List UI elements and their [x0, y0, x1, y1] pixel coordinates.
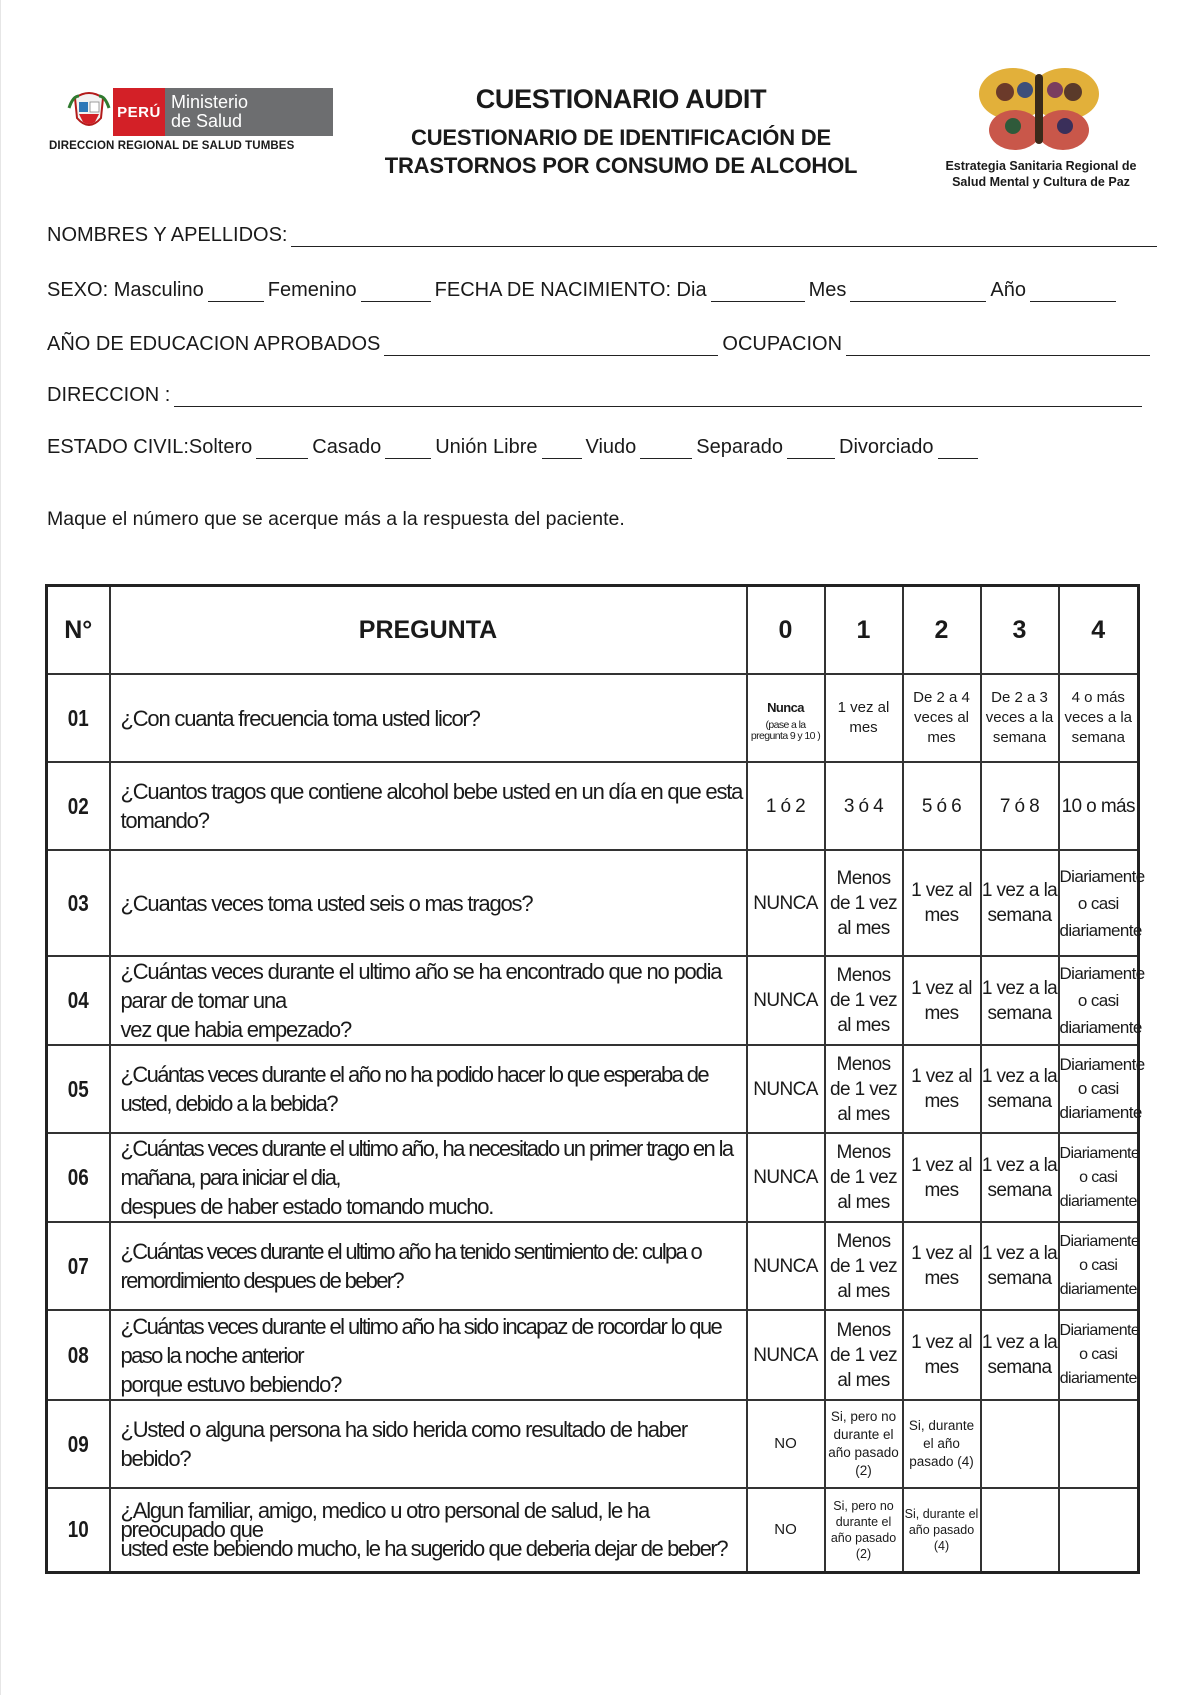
names-label: NOMBRES Y APELLIDOS: — [47, 224, 288, 246]
address-label: DIRECCION : — [47, 384, 171, 406]
question-number: 03 — [67, 889, 89, 916]
answer-option-4[interactable]: Diariamente o casi diariamente — [1059, 850, 1139, 956]
civil-separated-field[interactable] — [787, 438, 835, 459]
question-text — [110, 1045, 747, 1133]
question-text — [110, 850, 747, 956]
strategy-caption — [941, 158, 1141, 190]
table-row — [47, 674, 1139, 762]
question-text — [110, 674, 747, 762]
answer-option-0[interactable]: NUNCA — [747, 850, 825, 956]
civil-separated-label: Separado — [696, 436, 784, 458]
answer-option-3[interactable]: 1 vez a la semana — [981, 1222, 1059, 1310]
header-score-4: 4 — [1059, 586, 1139, 675]
question-text — [110, 956, 747, 1045]
header-score-2: 2 — [903, 586, 981, 675]
header-number: N° — [47, 586, 110, 675]
question-text — [110, 1488, 747, 1572]
table-row — [47, 1400, 1139, 1488]
question-number: 01 — [67, 704, 89, 731]
question-line-2: despues de haber estado tomando mucho. — [120, 1194, 494, 1219]
answer-option-0[interactable]: NUNCA — [747, 1310, 825, 1400]
education-field[interactable] — [384, 335, 718, 356]
civil-widow-field[interactable] — [640, 438, 692, 459]
answer-option-3[interactable]: 1 vez a la semana — [981, 956, 1059, 1045]
answer-option-4[interactable]: Diariamente o casi diariamente — [1059, 1310, 1139, 1400]
civil-union-field[interactable] — [542, 438, 582, 459]
answer-option-2[interactable]: 1 vez al mes — [903, 1310, 981, 1400]
question-text — [110, 762, 747, 850]
education-row — [47, 333, 1154, 356]
question-line-1: ¿Cuántas veces durante el ultimo año, ha necesitado un primer trago en la mañana, para iniciar el dia, — [120, 1136, 733, 1190]
table-header-row — [47, 586, 1139, 675]
answer-option-0[interactable]: 1 ó 2 — [747, 762, 825, 850]
answer-option-0[interactable]: NO — [747, 1400, 825, 1488]
birth-month-field[interactable] — [850, 281, 986, 302]
instruction-text: Maque el número que se acerque más a la respuesta del paciente. — [47, 508, 625, 530]
answer-option-1[interactable]: Menos de 1 vez al mes — [825, 1310, 903, 1400]
answer-option-4[interactable]: Diariamente o casi diariamente — [1059, 956, 1139, 1045]
answer-option-0[interactable]: NUNCA — [747, 1222, 825, 1310]
table-row — [47, 1045, 1139, 1133]
answer-option-3[interactable]: 1 vez a la semana — [981, 850, 1059, 956]
header-score-3: 3 — [981, 586, 1059, 675]
answer-option-1[interactable]: 1 vez al mes — [825, 674, 903, 762]
question-line-1: ¿Cuántas veces durante el año no ha podido hacer lo que esperaba de usted, debido a la bebida? — [120, 1062, 709, 1116]
question-line-1: ¿Cuántas veces durante el ultimo año ha tenido sentimiento de: culpa o remordimiento despues de beber? — [120, 1239, 702, 1293]
sex-birth-row — [47, 279, 1120, 302]
answer-option-2[interactable]: 1 vez al mes — [903, 1222, 981, 1310]
answer-option-3[interactable] — [981, 1488, 1059, 1572]
strategy-line-1: Estrategia Sanitaria Regional de — [945, 159, 1137, 173]
address-row — [47, 384, 1146, 407]
question-text — [110, 1400, 747, 1488]
answer-option-3[interactable]: 1 vez a la semana — [981, 1133, 1059, 1222]
question-text — [110, 1310, 747, 1400]
table-row — [47, 1310, 1139, 1400]
birth-day-field[interactable] — [711, 281, 805, 302]
question-number: 04 — [67, 987, 89, 1013]
strategy-line-2: Salud Mental y Cultura de Paz — [952, 175, 1130, 189]
answer-option-1[interactable]: Si, pero no durante el año pasado (2) — [825, 1400, 903, 1488]
table-row — [47, 956, 1139, 1045]
answer-option-1[interactable]: Si, pero no durante el año pasado (2) — [825, 1488, 903, 1572]
question-line-1: ¿Cuántas veces durante el ultimo año se ha encontrado que no podia parar de tomar una — [120, 959, 722, 1013]
header-question: PREGUNTA — [110, 586, 747, 675]
answer-option-1[interactable]: Menos de 1 vez al mes — [825, 850, 903, 956]
peru-label: PERÚ — [113, 88, 165, 136]
answer-option-1[interactable]: Menos de 1 vez al mes — [825, 1222, 903, 1310]
occupation-label: OCUPACION — [722, 333, 843, 355]
answer-option-2[interactable]: 1 vez al mes — [903, 1133, 981, 1222]
answer-option-1[interactable]: 3 ó 4 — [825, 762, 903, 850]
birth-month-label: Mes — [808, 279, 847, 301]
question-text — [110, 1222, 747, 1310]
question-line-1: ¿Cuantos tragos que contiene alcohol bebe usted en un día en que esta tomando? — [120, 779, 743, 833]
page-subtitle — [331, 124, 911, 180]
birth-year-field[interactable] — [1030, 281, 1116, 302]
sex-female-label: Femenino — [267, 279, 357, 301]
audit-table — [45, 584, 1145, 1574]
answer-option-3[interactable]: 1 vez a la semana — [981, 1045, 1059, 1133]
sex-female-field[interactable] — [361, 281, 431, 302]
subtitle-line-2: TRASTORNOS POR CONSUMO DE ALCOHOL — [384, 153, 858, 178]
names-field[interactable] — [291, 226, 1157, 247]
question-number: 05 — [67, 1075, 89, 1102]
occupation-field[interactable] — [846, 335, 1150, 356]
answer-option-4[interactable]: 4 o más veces a la semana — [1059, 674, 1139, 762]
page-title: CUESTIONARIO AUDIT — [475, 84, 767, 114]
regional-direction: DIRECCION REGIONAL DE SALUD TUMBES — [49, 140, 295, 152]
minsa-logo — [49, 84, 349, 156]
answer-option-1[interactable]: Menos de 1 vez al mes — [825, 956, 903, 1045]
butterfly-icon — [975, 64, 1103, 154]
answer-option-0-note: (pase a la pregunta 9 y 10 ) — [750, 718, 821, 742]
names-row — [47, 224, 1161, 247]
answer-option-0-label: Nunca — [767, 699, 804, 715]
table-row — [47, 1133, 1139, 1222]
answer-option-0[interactable]: NO — [747, 1488, 825, 1572]
answer-option-3[interactable]: 7 ó 8 — [981, 762, 1059, 850]
address-field[interactable] — [174, 386, 1142, 407]
ministry-line-1: Ministerio — [171, 92, 249, 112]
question-line-2: usted este bebiendo mucho, le ha sugerido que deberia dejar de beber? — [120, 1536, 728, 1562]
education-label: AÑO DE EDUCACION APROBADOS — [47, 333, 381, 355]
civil-divorced-label: Divorciado — [839, 436, 934, 458]
answer-option-4[interactable]: Diariamente o casi diariamente — [1059, 1045, 1139, 1133]
answer-option-0[interactable]: NUNCA — [747, 1045, 825, 1133]
question-number: 02 — [67, 792, 89, 819]
answer-option-2[interactable]: 1 vez al mes — [903, 850, 981, 956]
answer-option-0[interactable]: NUNCA — [747, 1133, 825, 1222]
table-row — [47, 1488, 1139, 1572]
question-number: 10 — [67, 1516, 89, 1543]
question-line-1: ¿Usted o alguna persona ha sido herida como resultado de haber bebido? — [120, 1417, 687, 1471]
civil-single-field[interactable] — [256, 438, 308, 459]
subtitle-line-1: CUESTIONARIO DE IDENTIFICACIÓN DE — [411, 125, 831, 150]
header-score-1: 1 — [825, 586, 903, 675]
question-text — [110, 1133, 747, 1222]
answer-option-4[interactable] — [1059, 1488, 1139, 1572]
civil-union-label: Unión Libre — [435, 436, 538, 458]
question-line-1: ¿Con cuanta frecuencia toma usted licor? — [120, 705, 480, 731]
peru-coat-of-arms-icon — [65, 88, 113, 136]
answer-option-4[interactable] — [1059, 1400, 1139, 1488]
question-number: 07 — [67, 1252, 89, 1279]
answer-option-3[interactable]: 1 vez a la semana — [981, 1310, 1059, 1400]
table-row — [47, 1222, 1139, 1310]
civil-single-label: ESTADO CIVIL:Soltero — [47, 436, 253, 458]
answer-option-3[interactable]: De 2 a 3 veces a la semana — [981, 674, 1059, 762]
civil-divorced-field[interactable] — [938, 438, 978, 459]
question-line-2: porque estuvo bebiendo? — [120, 1371, 342, 1397]
civil-status-row — [47, 436, 982, 459]
answer-option-1[interactable]: Menos de 1 vez al mes — [825, 1133, 903, 1222]
civil-widow-label: Viudo — [585, 436, 637, 458]
answer-option-2[interactable]: 1 vez al mes — [903, 956, 981, 1045]
question-number: 06 — [67, 1164, 89, 1190]
answer-option-0[interactable]: NUNCA — [747, 956, 825, 1045]
sex-male-label: SEXO: Masculino — [47, 279, 204, 301]
header-score-0: 0 — [747, 586, 825, 675]
question-number: 08 — [67, 1341, 89, 1368]
answer-option-0[interactable] — [747, 674, 825, 762]
answer-option-2[interactable]: 1 vez al mes — [903, 1045, 981, 1133]
ministry-name — [165, 88, 333, 136]
mental-health-logo — [941, 56, 1151, 196]
birth-year-label: Año — [990, 279, 1026, 301]
answer-option-4[interactable]: Diariamente o casi diariamente — [1059, 1133, 1139, 1222]
answer-option-2[interactable]: De 2 a 4 veces al mes — [903, 674, 981, 762]
civil-married-label: Casado — [312, 436, 382, 458]
answer-option-2[interactable]: 5 ó 6 — [903, 762, 981, 850]
question-line-1: ¿Cuantas veces toma usted seis o mas tragos? — [120, 890, 533, 916]
table-row — [47, 762, 1139, 850]
answer-option-4[interactable]: Diariamente o casi diariamente — [1059, 1222, 1139, 1310]
question-line-1: ¿Cuántas veces durante el ultimo año ha sido incapaz de rocordar lo que paso la noche anterior — [120, 1313, 722, 1368]
answer-option-4[interactable]: 10 o más — [1059, 762, 1139, 850]
question-line-1: ¿Algun familiar, amigo, medico u otro personal de salud, le ha preocupado que — [120, 1498, 649, 1543]
question-number: 09 — [67, 1430, 89, 1457]
birth-day-label: FECHA DE NACIMIENTO: Dia — [434, 279, 707, 301]
civil-married-field[interactable] — [385, 438, 431, 459]
answer-option-1[interactable]: Menos de 1 vez al mes — [825, 1045, 903, 1133]
answer-option-2[interactable]: Si, durante el año pasado (4) — [903, 1400, 981, 1488]
table-row — [47, 850, 1139, 956]
ministry-line-2: de Salud — [171, 111, 243, 131]
sex-male-field[interactable] — [208, 281, 264, 302]
question-line-2: vez que habia empezado? — [120, 1017, 351, 1042]
ministry-brand — [113, 88, 333, 136]
answer-option-3[interactable] — [981, 1400, 1059, 1488]
answer-option-2[interactable]: Si, durante el año pasado (4) — [903, 1488, 981, 1572]
